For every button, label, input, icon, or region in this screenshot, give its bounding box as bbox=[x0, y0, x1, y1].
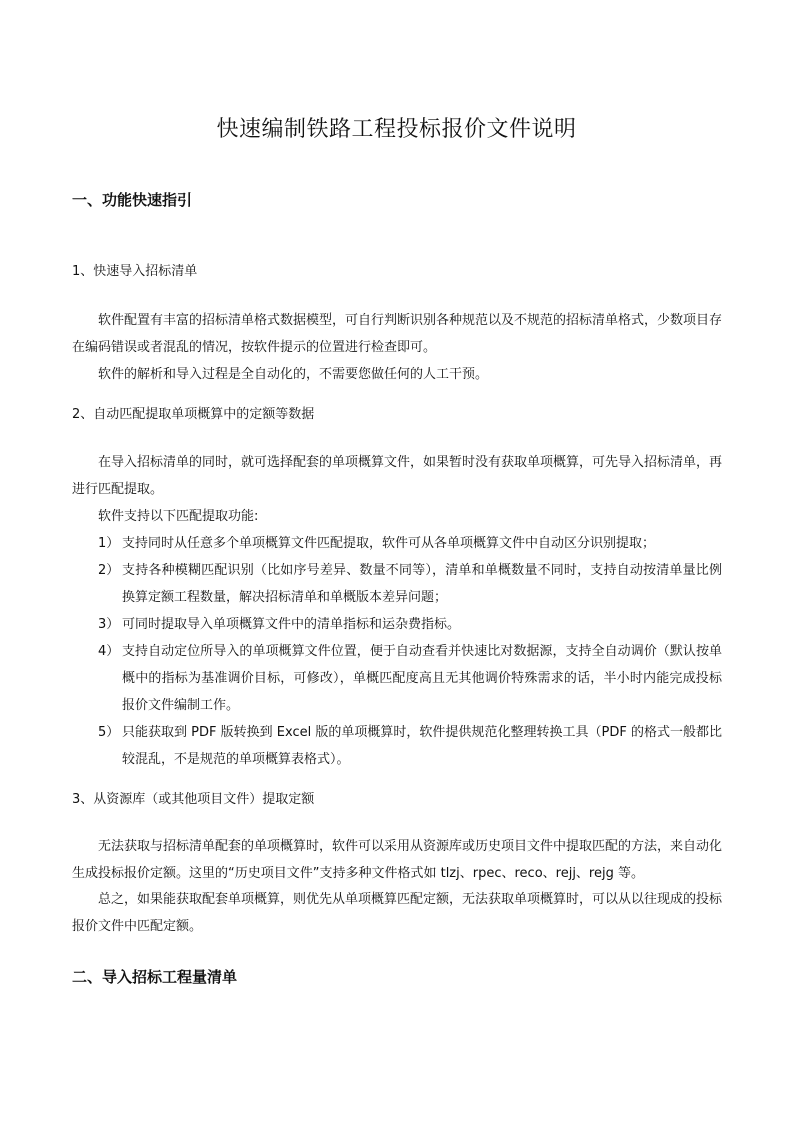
list-item bbox=[98, 638, 722, 719]
subheading-import-bid-list: 1、快速导入招标清单 bbox=[72, 264, 198, 279]
list-item-text: 可同时提取导入单项概算文件中的清单指标和运杂费指标。 bbox=[122, 617, 461, 632]
section-heading-import-quantity-list: 二、导入招标工程量清单 bbox=[72, 968, 238, 986]
paragraph-import-list-2: 软件的解析和导入过程是全自动化的，不需要您做任何的人工干预。 bbox=[98, 367, 489, 382]
list-item-number: 4） bbox=[98, 644, 120, 659]
section-heading-function-guide: 一、功能快速指引 bbox=[72, 191, 193, 209]
paragraph-auto-match-1: 在导入招标清单的同时，就可选择配套的单项概算文件，如果暂时没有获取单项概算，可先导入招标清单，再进行匹配提取。 bbox=[72, 455, 723, 497]
document-title: 快速编制铁路工程投标报价文件说明 bbox=[216, 117, 577, 142]
paragraph-resource-library-2: 总之，如果能获取配套单项概算，则优先从单项概算匹配定额，无法获取单项概算时，可以从以往现成的投标报价文件中匹配定额。 bbox=[72, 892, 723, 934]
paragraph-auto-match-2: 软件支持以下匹配提取功能: bbox=[98, 509, 259, 524]
list-item-text: 支持同时从任意多个单项概算文件匹配提取，软件可从各单项概算文件中自动区分识别提取； bbox=[122, 536, 656, 551]
subheading-resource-library: 3、从资源库（或其他项目文件）提取定额 bbox=[72, 792, 315, 807]
list-item-number: 5） bbox=[98, 725, 120, 740]
list-item bbox=[98, 611, 722, 638]
list-item bbox=[98, 719, 722, 773]
paragraph-import-list-1: 软件配置有丰富的招标清单格式数据模型，可自行判断识别各种规范以及不规范的招标清单格式，少数项目存在编码错误或者混乱的情况，按软件提示的位置进行检查即可。 bbox=[72, 313, 723, 355]
list-item-text: 只能获取到 PDF 版转换到 Excel 版的单项概算时，软件提供规范化整理转换工具（PDF 的格式一般都比较混乱，不是规范的单项概算表格式）。 bbox=[122, 725, 722, 767]
list-item-number: 1） bbox=[98, 536, 120, 551]
list-item bbox=[98, 557, 722, 611]
list-item-number: 2） bbox=[98, 563, 120, 578]
list-item-text: 支持自动定位所导入的单项概算文件位置，便于自动查看并快速比对数据源，支持全自动调价（默认按单概中的指标为基准调价目标，可修改），单概匹配度高且无其他调价特殊需求的话，半小时内能完成投标报价文件编制工作。 bbox=[122, 644, 722, 713]
paragraph-resource-library-1: 无法获取与招标清单配套的单项概算时，软件可以采用从资源库或历史项目文件中提取匹配的方法，来自动化生成投标报价定额。这里的“历史项目文件”支持多种文件格式如 tlzj、rpec、reco、rejj、rejg 等。 bbox=[72, 839, 723, 881]
list-item bbox=[98, 530, 722, 557]
match-feature-list bbox=[98, 530, 722, 773]
subheading-auto-match: 2、自动匹配提取单项概算中的定额等数据 bbox=[72, 407, 315, 422]
list-item-text: 支持各种模糊匹配识别（比如序号差异、数量不同等），清单和单概数量不同时，支持自动按清单量比例换算定额工程数量，解决招标清单和单概版本差异问题； bbox=[122, 563, 722, 605]
list-item-number: 3） bbox=[98, 617, 120, 632]
